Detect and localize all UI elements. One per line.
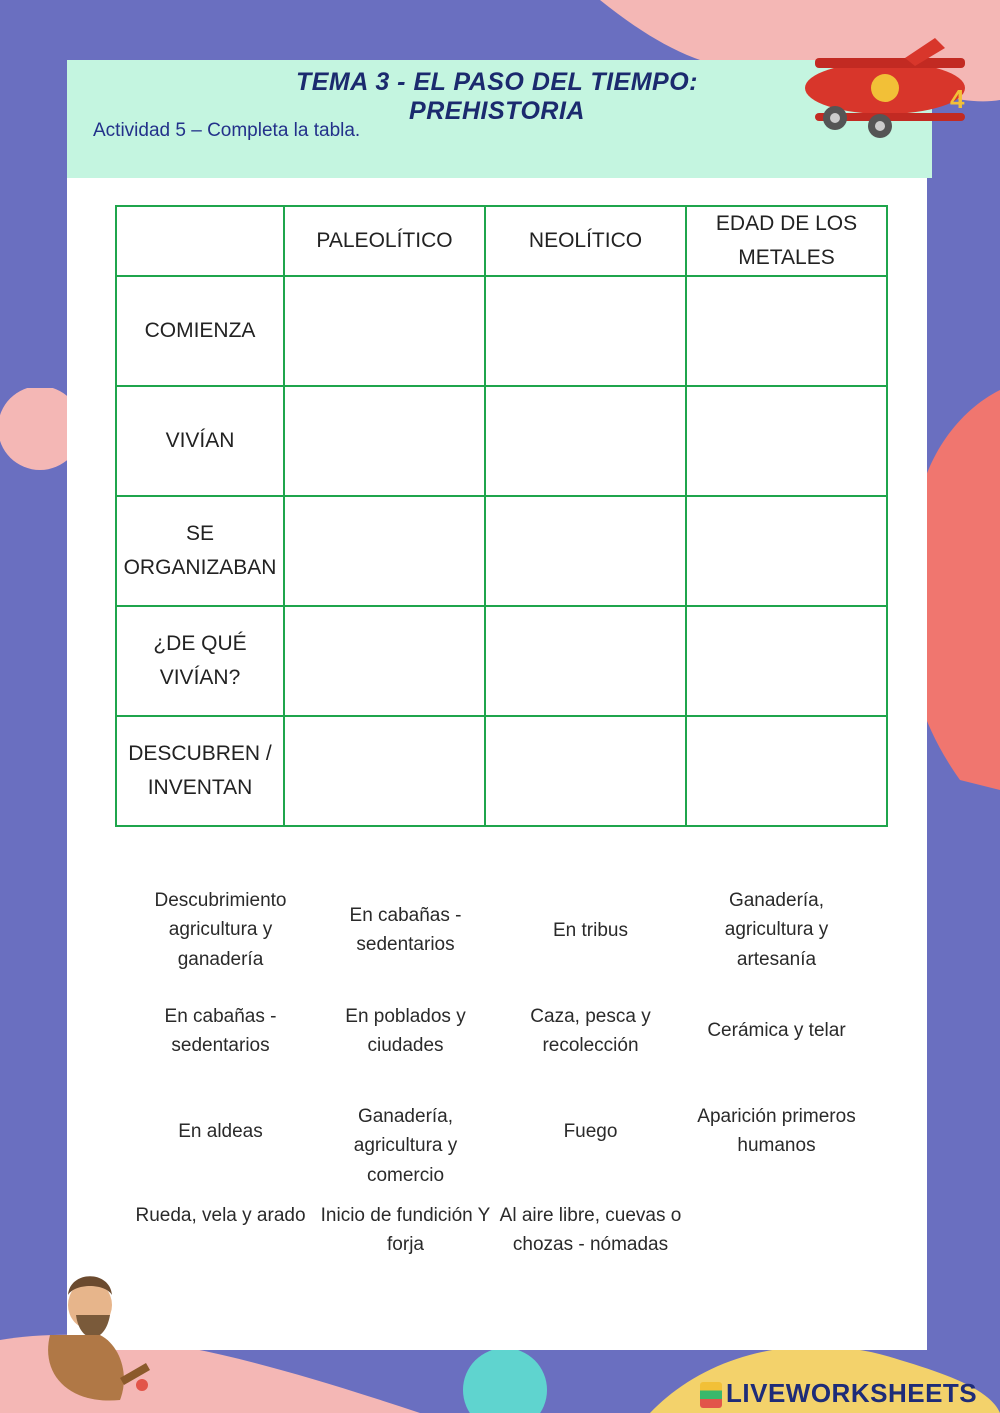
table-row [116, 716, 887, 826]
row-label-comienza: COMIENZA [116, 276, 284, 386]
teal-circle-bottom [460, 1340, 550, 1413]
svg-text:4: 4 [950, 84, 965, 114]
prehistory-table [115, 205, 888, 827]
header-cell-empty [116, 206, 284, 276]
drop-cell[interactable] [485, 276, 686, 386]
header-cell-neolitico: NEOLÍTICO [485, 206, 686, 276]
answer-option[interactable]: Cerámica y telar [707, 1020, 846, 1041]
drop-cell[interactable] [485, 716, 686, 826]
answer-option[interactable]: Caza, pesca y recolección [530, 1006, 651, 1057]
row-label-vivian: VIVÍAN [116, 386, 284, 496]
table-row [116, 386, 887, 496]
activity-instruction: Actividad 5 – Completa la tabla. [93, 120, 361, 141]
drop-cell[interactable] [686, 276, 887, 386]
table-header-row [116, 206, 887, 276]
header-cell-edad-metales: EDAD DE LOS METALES [686, 206, 887, 276]
table-row [116, 496, 887, 606]
drop-cell[interactable] [284, 386, 485, 496]
drop-cell[interactable] [485, 496, 686, 606]
worksheet [67, 60, 927, 1350]
header-cell-paleolitico: PALEOLÍTICO [284, 206, 485, 276]
logo-text: LIVEWORKSHEETS [726, 1378, 978, 1408]
row-label-se-organizaban: SE ORGANIZABAN [116, 496, 284, 606]
table-row [116, 276, 887, 386]
drop-cell[interactable] [686, 606, 887, 716]
drop-cell[interactable] [284, 606, 485, 716]
drop-cell[interactable] [485, 606, 686, 716]
caveman-illustration-icon [10, 1265, 170, 1410]
answer-option[interactable]: En aldeas [178, 1121, 263, 1142]
answer-option[interactable]: Fuego [563, 1121, 618, 1142]
logo-mark-icon [700, 1382, 722, 1408]
answer-option[interactable]: Rueda, vela y arado [135, 1205, 306, 1226]
page-title: TEMA 3 - EL PASO DEL TIEMPO: PREHISTORIA [295, 68, 698, 125]
drop-cell[interactable] [686, 496, 887, 606]
drop-cell[interactable] [284, 276, 485, 386]
answer-option[interactable]: Ganadería, agricultura y comercio [353, 1106, 458, 1186]
drop-cell[interactable] [284, 496, 485, 606]
liveworksheets-logo [700, 1378, 977, 1409]
drop-cell[interactable] [485, 386, 686, 496]
answer-option[interactable]: En poblados y ciudades [345, 1006, 466, 1057]
answer-option[interactable]: Aparición primeros humanos [697, 1106, 856, 1157]
answer-option[interactable]: Al aire libre, cuevas o chozas - nómadas [499, 1205, 682, 1256]
drop-cell[interactable] [686, 716, 887, 826]
answer-option[interactable]: Inicio de fundición Y forja [320, 1205, 491, 1256]
table-row [116, 606, 887, 716]
airplane-illustration-icon [775, 18, 995, 148]
row-label-descubren-inventan: DESCUBREN / INVENTAN [116, 716, 284, 826]
drop-cell[interactable] [284, 716, 485, 826]
answer-option[interactable]: Ganadería, agricultura y artesanía [724, 890, 829, 970]
answer-option[interactable]: Descubrimiento agricultura y ganadería [154, 890, 287, 970]
answer-option[interactable]: En cabañas - sedentarios [349, 905, 462, 956]
answer-option[interactable]: En cabañas - sedentarios [164, 1006, 277, 1057]
drop-cell[interactable] [686, 386, 887, 496]
row-label-de-que-vivian: ¿DE QUÉ VIVÍAN? [116, 606, 284, 716]
answer-option[interactable]: En tribus [553, 920, 628, 941]
